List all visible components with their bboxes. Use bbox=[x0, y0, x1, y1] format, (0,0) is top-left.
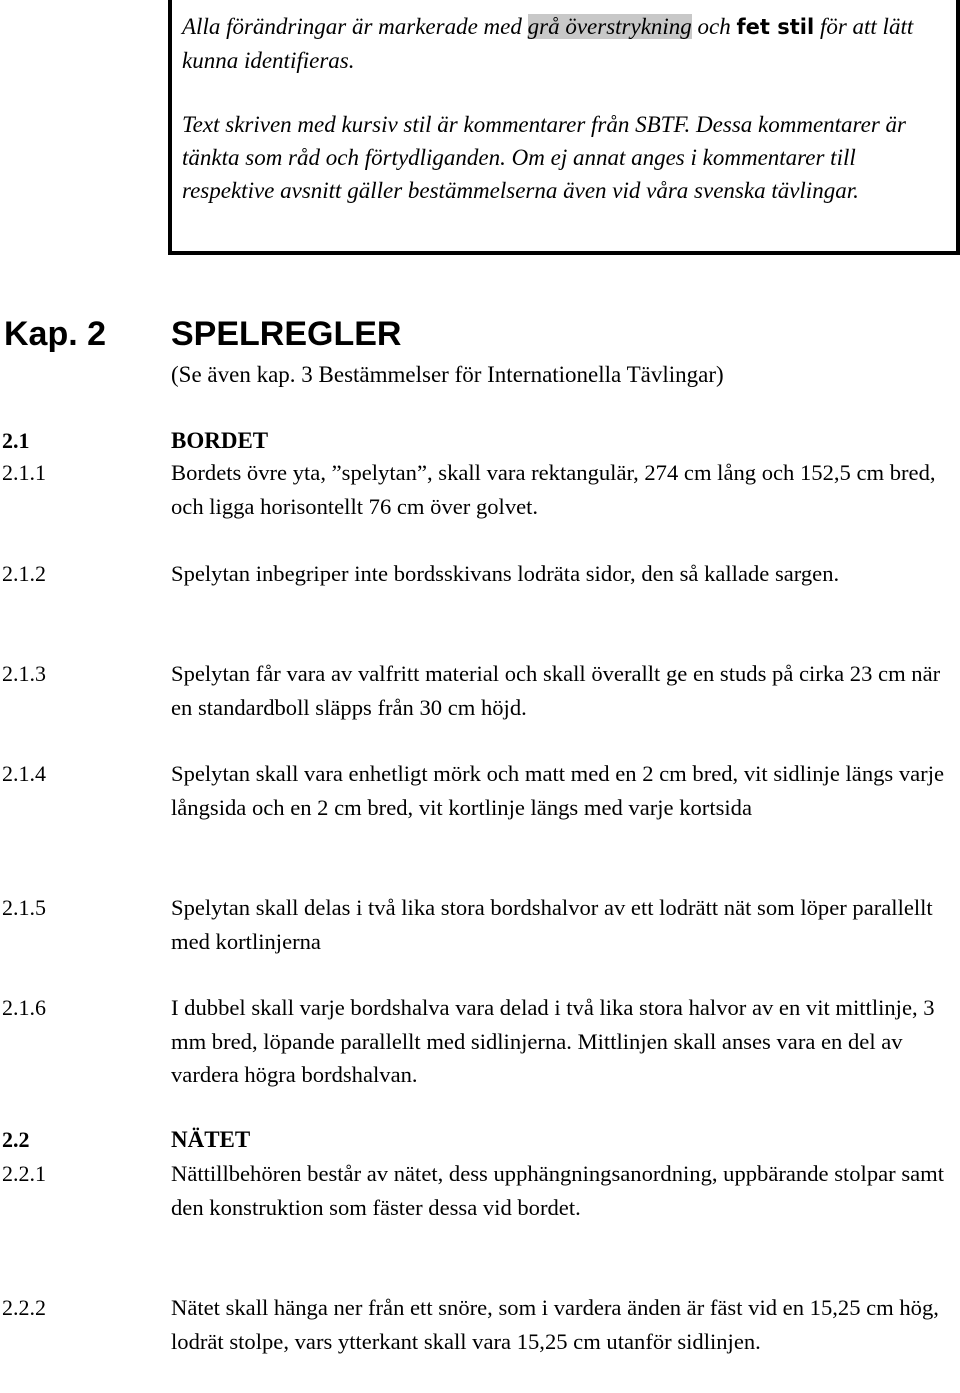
rule-number: 2.2.2 bbox=[2, 1295, 46, 1320]
bold-style-example: fet stil bbox=[736, 15, 815, 39]
notice-text: och bbox=[691, 14, 737, 39]
rule-text: Spelytan skall delas i två lika stora bordshalvor av ett lodrätt nät som löper parallellt med kortlinjerna bbox=[171, 895, 933, 954]
section-title: NÄTET bbox=[171, 1127, 251, 1152]
rule-text: Nätet skall hänga ner från ett snöre, som i vardera änden är fäst vid en 15,25 cm hög, lodrät stolpe, vars ytterkant skall vara 15,25 cm utanför sidlinjen. bbox=[171, 1295, 939, 1354]
rule-text: I dubbel skall varje bordshalva vara delad i två lika stora halvor av en vit mittlinje, 3 mm bred, löpande parallellt med sidlinjerna. Mittlinjen skall anses vara en del av vardera högra bordshalvan. bbox=[171, 995, 935, 1087]
notice-paragraph-2: Text skriven med kursiv stil är kommentarer från SBTF. Dessa kommentarer är tänkta som råd och förtydliganden. Om ej annat anges i kommentarer till respektive avsnitt gäller bestämmelserna även vid våra svenska tävlingar. bbox=[182, 112, 907, 203]
rule-number: 2.2.1 bbox=[2, 1161, 46, 1186]
chapter-subtitle: (Se även kap. 3 Bestämmelser för Internationella Tävlingar) bbox=[171, 362, 724, 387]
section-number: 2.1 bbox=[2, 428, 30, 453]
rule-text: Bordets övre yta, ”spelytan”, skall vara rektangulär, 274 cm lång och 152,5 cm bred, och ligga horisontellt 76 cm över golvet. bbox=[171, 460, 936, 519]
rule-text: Spelytan får vara av valfritt material och skall överallt ge en studs på cirka 23 cm när en standardboll släpps från 30 cm höjd. bbox=[171, 661, 941, 720]
rule-text: Spelytan inbegriper inte bordsskivans lodräta sidor, den så kallade sargen. bbox=[171, 561, 840, 586]
notice-text: för att lätt kunna identifieras. bbox=[182, 14, 914, 73]
section-title: BORDET bbox=[171, 428, 269, 453]
notice-paragraph-1 bbox=[182, 10, 948, 77]
rule-text: Spelytan skall vara enhetligt mörk och matt med en 2 cm bred, vit sidlinje längs varje långsida och en 2 cm bred, vit kortlinje längs med varje kortsida bbox=[171, 761, 945, 820]
rule-number: 2.1.5 bbox=[2, 895, 46, 920]
notice-text: Alla förändringar är markerade med bbox=[182, 14, 528, 39]
notice-box bbox=[168, 0, 960, 255]
rule-number: 2.1.2 bbox=[2, 561, 46, 586]
section-number: 2.2 bbox=[2, 1127, 30, 1152]
rule-text: Nättillbehören består av nätet, dess upphängningsanordning, uppbärande stolpar samt den konstruktion som fäster dessa vid bordet. bbox=[171, 1161, 945, 1220]
chapter-title: SPELREGLER bbox=[171, 315, 402, 353]
rule-number: 2.1.4 bbox=[2, 761, 46, 786]
chapter-label: Kap. 2 bbox=[4, 315, 107, 353]
rule-number: 2.1.1 bbox=[2, 460, 46, 485]
rule-number: 2.1.3 bbox=[2, 661, 46, 686]
grey-strikethrough-example: grå överstrykning bbox=[527, 14, 692, 39]
rule-number: 2.1.6 bbox=[2, 995, 46, 1020]
